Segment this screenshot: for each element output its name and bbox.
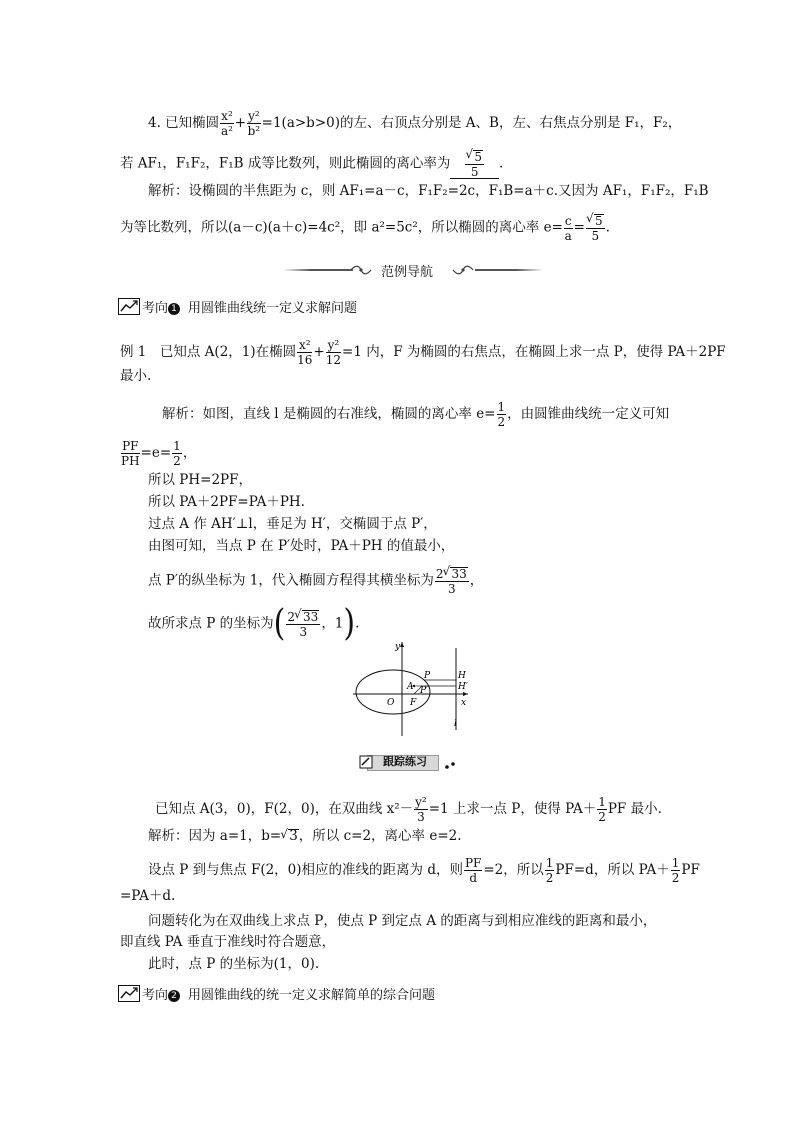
trend-icon bbox=[118, 298, 140, 315]
fraction: $\frac{\text{y²}}{12}$ bbox=[325, 338, 342, 367]
fraction: √ $\frac{5}{5}$ bbox=[586, 214, 605, 242]
section-heading-1: 考向 1 用圆锥曲线统一定义求解问题 bbox=[118, 297, 357, 316]
practice-solution-line4: 问题转化为在双曲线上求点 P，使点 P 到定点 A 的距离与到相应准线的距离和最小， bbox=[148, 913, 657, 929]
fraction: $\frac{1}{2}$ bbox=[598, 795, 606, 824]
practice-solution-line3: =PA＋d. bbox=[120, 888, 176, 904]
fraction: $\frac{PF}{PH}$ bbox=[121, 439, 140, 468]
section-number-badge: 1 bbox=[168, 303, 180, 315]
practice-solution-line2: 设点 P 到与焦点 F(2，0)相应的准线的距离为 d，则 $\frac{PF}{d}$ =2，所以 $\frac{1}{2}$ PF=d，所以 PA＋ $\frac{1}{2}$ PF bbox=[148, 856, 700, 885]
point-a-label: A bbox=[407, 682, 414, 692]
example1-solution-line4: 所以 PA＋2PF=PA＋PH. bbox=[148, 494, 305, 510]
example1-solution-line7: 点 P′的纵坐标为 1，代入椭圆方程得其横坐标为 $\frac{2√ 33}{3}$ ， bbox=[148, 567, 483, 595]
answer-blank: √ $\frac{5}{5}$ bbox=[450, 150, 499, 179]
fraction: $\frac{1}{2}$ bbox=[545, 856, 554, 885]
ornament-left-icon bbox=[349, 264, 373, 276]
fraction: $\frac{PF}{d}$ bbox=[464, 856, 482, 885]
practice-solution-line5: 即直线 PA 垂直于准线时符合题意， bbox=[120, 934, 336, 950]
fraction: $\frac{1}{2}$ bbox=[173, 439, 181, 468]
point-h-label: H bbox=[458, 671, 466, 681]
fraction: $\frac{\text{x²}}{16}$ bbox=[297, 338, 313, 367]
problem4-line2: 若 AF₁，F₁F₂，F₁B 成等比数列，则此椭圆的离心率为 √ $\frac{5}{5}$ . bbox=[120, 150, 503, 179]
problem4-solution-line1: 解析：设椭圆的半焦距为 c，则 AF₁=a－c，F₁F₂=2c，F₁B=a＋c.又因为 AF₁，F₁F₂，F₁B bbox=[148, 183, 709, 199]
line-l-label: l bbox=[454, 719, 457, 729]
problem4-solution-line2: 为等比数列，所以(a－c)(a＋c)=4c²，即 a²=5c²，所以椭圆的离心率 e= $\frac{c}{a}$ = √ $\frac{5}{5}$ . bbox=[120, 214, 610, 242]
y-label: y bbox=[395, 642, 401, 652]
practice-line1: 已知点 A(3，0)，F(2，0)，在双曲线 x²－ $\frac{\text{y²}}{3}$ =1 上求一点 P，使得 PA＋ $\frac{1}{2}$ PF 最小. bbox=[155, 795, 662, 824]
section-number-badge: 2 bbox=[168, 990, 180, 1002]
problem4-line1: 4. 已知椭圆 $\frac{\text{x²}}{\text{a²}}$ + $\frac{\text{y²}}{\text{b²}}$ =1(a>b>0)的左、右顶点分别是 A、B，左、右焦点分别是 F₁，F₂， bbox=[148, 109, 682, 138]
origin-label: O bbox=[387, 698, 395, 708]
fraction: $\frac{1}{2}$ bbox=[497, 400, 506, 429]
example1-solution-line6: 由图可知，当点 P 在 P′处时，PA＋PH 的值最小， bbox=[148, 538, 455, 554]
example1-line1: 例 1 已知点 A(2，1)在椭圆 $\frac{\text{x²}}{16}$ + $\frac{\text{y²}}{12}$ =1 内，F 为椭圆的右焦点，在椭圆上求一点 P，使得 PA＋2PF bbox=[120, 338, 726, 367]
example1-solution-line2: $\frac{PF}{PH}$ =e= $\frac{1}{2}$ ， bbox=[121, 439, 197, 468]
section-title: 用圆锥曲线统一定义求解问题 bbox=[188, 301, 358, 316]
ellipse-figure bbox=[350, 638, 475, 738]
section-title: 用圆锥曲线的统一定义求解简单的综合问题 bbox=[188, 988, 436, 1003]
section-divider bbox=[283, 262, 543, 278]
example1-solution-line5: 过点 A 作 AH′⊥l，垂足为 H′，交椭圆于点 P′， bbox=[148, 516, 437, 532]
fraction: $\frac{2√ 33}{3}$ bbox=[435, 567, 469, 595]
fraction: $\frac{\text{x²}}{\text{a²}}$ bbox=[220, 109, 233, 138]
practice-solution-line1: 解析：因为 a=1，b=√ 3，所以 c=2，离心率 e=2. bbox=[148, 827, 462, 845]
practice-solution-line6: 此时，点 P 的坐标为(1，0). bbox=[148, 956, 320, 972]
point-h-prime-label: H′ bbox=[458, 682, 468, 692]
fraction: $\frac{c}{a}$ bbox=[564, 213, 572, 243]
x-label: x bbox=[461, 698, 467, 708]
trend-icon bbox=[118, 985, 140, 1002]
fraction: $\frac{2√ 33}{3}$ bbox=[286, 610, 320, 638]
fraction: $\frac{\text{y²}}{3}$ bbox=[415, 795, 427, 824]
tracking-practice-label: 跟踪练习 bbox=[383, 755, 427, 768]
example1-solution-line8: 故所求点 P 的坐标为( $\frac{2√ 33}{3}$ ，1). bbox=[148, 610, 359, 638]
point-p-prime-label: P′ bbox=[420, 686, 429, 696]
tracking-practice-banner bbox=[357, 752, 460, 772]
focus-label: F bbox=[410, 698, 417, 708]
example1-line2: 最小. bbox=[120, 368, 152, 384]
fraction: $\frac{\text{y²}}{\text{b²}}$ bbox=[247, 109, 261, 138]
example1-solution-line1: 解析：如图，直线 l 是椭圆的右准线，椭圆的离心率 e= $\frac{1}{2}$ ，由圆锥曲线统一定义可知 bbox=[162, 400, 670, 429]
point-p-label: P bbox=[424, 671, 431, 681]
fraction: $\frac{1}{2}$ bbox=[671, 856, 680, 885]
example1-solution-line3: 所以 PH=2PF， bbox=[148, 472, 252, 488]
ornament-right-icon bbox=[451, 264, 475, 276]
section-heading-2: 考向 2 用圆锥曲线的统一定义求解简单的综合问题 bbox=[118, 984, 435, 1003]
divider-label: 范例导航 bbox=[381, 265, 434, 280]
